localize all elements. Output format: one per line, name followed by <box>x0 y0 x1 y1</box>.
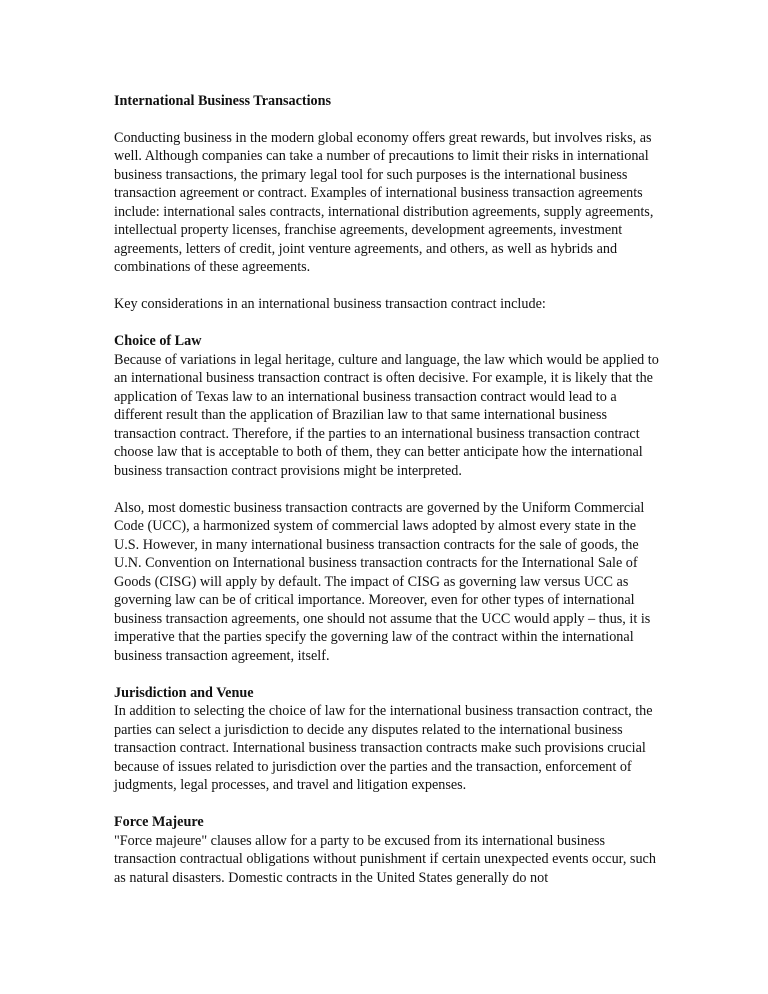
document-page <box>114 92 659 906</box>
section-heading: Force Majeure <box>114 814 204 830</box>
section-paragraph: "Force majeure" clauses allow for a party to be excused from its international business transaction contractual obligations without punishment if certain unexpected events occur, such as natural disasters. Domestic contracts in the United States generally do not <box>114 832 656 886</box>
section-jurisdiction-and-venue <box>114 684 659 795</box>
section-force-majeure <box>114 813 659 887</box>
section-heading: Jurisdiction and Venue <box>114 684 254 701</box>
section-heading: Choice of Law <box>114 333 202 349</box>
lead-in-paragraph: Key considerations in an international business transaction contract include: <box>114 296 546 312</box>
section-paragraph: Also, most domestic business transaction contracts are governed by the Uniform Commercial Code (UCC), a harmonized system of commercial laws adopted by almost every state in the U.S. However, in many international business transaction contracts for the sale of goods, the U.N. Convention on International business transaction contracts for the International Sale of Goods (CISG) will apply by default. The impact of CISG as governing law versus UCC as governing law can be of critical importance. Moreover, even for other types of international business transaction agreements, one should not assume that the UCC would apply – thus, it is imperative that the parties specify the governing law of the contract within the international business transaction agreement, itself. <box>114 499 651 664</box>
section-paragraph: In addition to selecting the choice of law for the international business transaction contract, the parties can select a jurisdiction to decide any disputes related to the international business transaction contract. International business transaction contracts make such provisions crucial because of issues related to jurisdiction over the parties and the transaction, enforcement of judgments, legal processes, and travel and litigation expenses. <box>114 703 653 793</box>
section-choice-of-law <box>114 332 659 665</box>
intro-paragraph: Conducting business in the modern global economy offers great rewards, but involves risks, as well. Although companies can take a number of precautions to limit their risks in international business transactions, the primary legal tool for such purposes is the international business transaction agreement or contract. Examples of international business transaction agreements include: international sales contracts, international distribution agreements, supply agreements, intellectual property licenses, franchise agreements, development agreements, investment agreements, letters of credit, joint venture agreements, and others, as well as hybrids and combinations of these agreements. <box>114 129 654 275</box>
document-title: International Business Transactions <box>114 93 332 109</box>
section-paragraph: Because of variations in legal heritage, culture and language, the law which would be applied to an international business transaction contract is often decisive. For example, it is likely that the application of Texas law to an international business transaction contract would lead to a different result than the application of Brazilian law to that same international business transaction contract. Therefore, if the parties to an international business transaction contract choose law that is acceptable to both of them, they can better anticipate how the international business transaction contract provisions might be interpreted. <box>114 351 659 479</box>
